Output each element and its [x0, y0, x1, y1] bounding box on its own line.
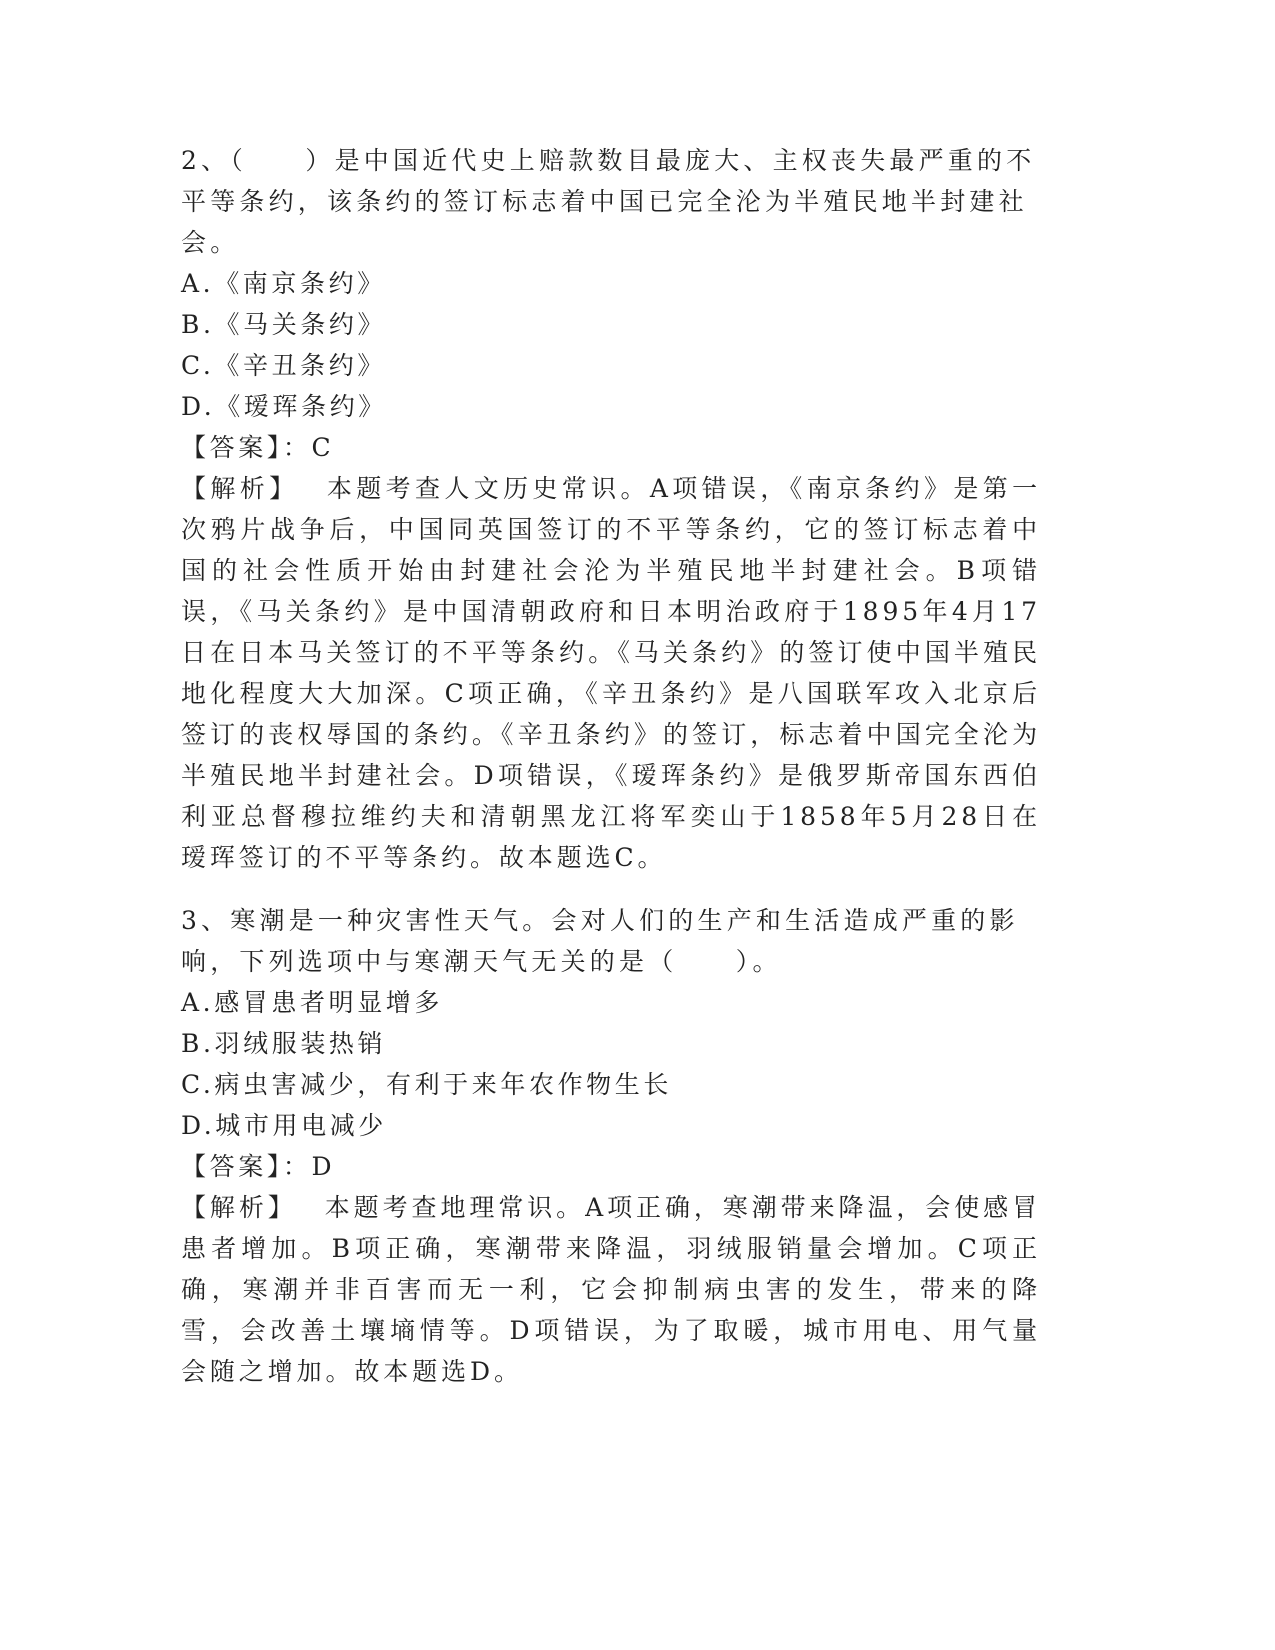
analysis-text: 本题考查地理常识。A项正确，寒潮带来降温，会使感冒患者增加。B项正确，寒潮带来降温，羽绒服销量会增加。C项正确，寒潮并非百害而无一利，它会抑制病虫害的发生，带来的降雪，会改善土壤墒情等。D项错误，为了取暖，城市用电、用气量会随之增加。故本题选D。 [181, 1193, 1041, 1386]
question-2 [181, 140, 1041, 878]
analysis-label: 【解析】 [181, 1193, 297, 1222]
analysis-label: 【解析】 [181, 474, 299, 503]
question-stem: 2、（ ）是中国近代史上赔款数目最庞大、主权丧失最严重的不平等条约，该条约的签订标志着中国已完全沦为半殖民地半封建社会。 [181, 146, 1036, 257]
option-c: C.病虫害减少，有利于来年农作物生长 [181, 1070, 672, 1099]
question-stem: 3、寒潮是一种灾害性天气。会对人们的生产和生活造成严重的影响，下列选项中与寒潮天气无关的是（ ）。 [181, 906, 1019, 976]
option-c: C.《辛丑条约》 [181, 351, 386, 380]
answer-label: 【答案】： [181, 433, 312, 462]
option-d: D.《瑷珲条约》 [181, 392, 387, 421]
analysis-paragraph [181, 468, 1041, 878]
option-a: A.感冒患者明显增多 [181, 988, 444, 1017]
option-a: A.《南京条约》 [181, 269, 386, 298]
question-3 [181, 900, 1041, 1392]
answer-line [181, 427, 1041, 468]
option-b: B.羽绒服装热销 [181, 1029, 387, 1058]
analysis-text: 本题考查人文历史常识。A项错误，《南京条约》是第一次鸦片战争后，中国同英国签订的不平等条约，它的签订标志着中国的社会性质开始由封建社会沦为半殖民地半封建社会。B项错误，《马关条约》是中国清朝政府和日本明治政府于1895年4月17日在日本马关签订的不平等条约。《马关条约》的签订使中国半殖民地化程度大大加深。C项正确，《辛丑条约》是八国联军攻入北京后签订的丧权辱国的条约。《辛丑条约》的签订，标志着中国完全沦为半殖民地半封建社会。D项错误，《瑷珲条约》是俄罗斯帝国东西伯利亚总督穆拉维约夫和清朝黑龙江将军奕山于1858年5月28日在瑷珲签订的不平等条约。故本题选C。 [181, 474, 1041, 872]
option-d: D.城市用电减少 [181, 1111, 387, 1140]
answer-line [181, 1146, 1041, 1187]
analysis-paragraph [181, 1187, 1041, 1392]
answer-label: 【答案】： [181, 1152, 312, 1181]
answer-value: C [311, 433, 335, 462]
option-b: B.《马关条约》 [181, 310, 387, 339]
document-content [181, 140, 1041, 1392]
answer-value: D [311, 1152, 336, 1181]
